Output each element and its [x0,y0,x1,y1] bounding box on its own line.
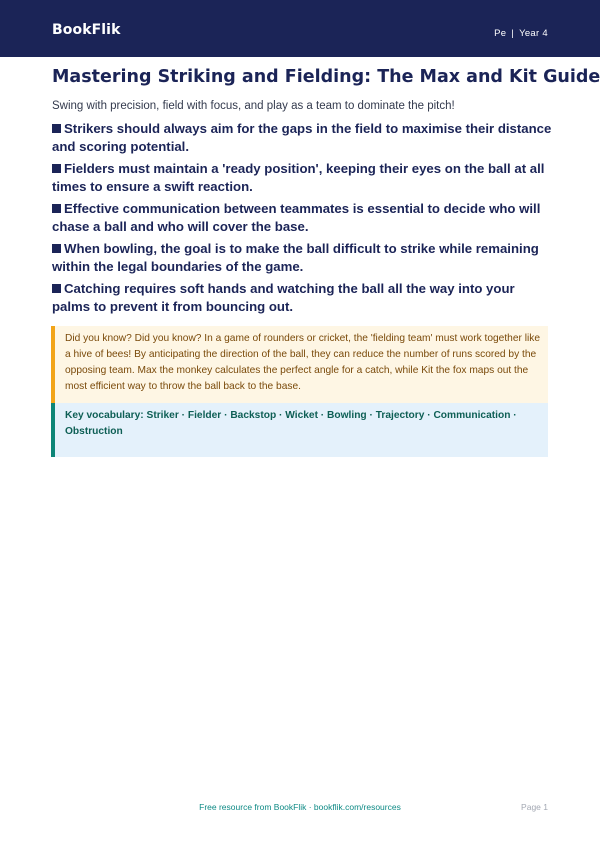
key-point [52,280,552,316]
meta-separator: | [511,28,515,39]
vocabulary-text: Key vocabulary: Striker · Fielder · Backstop · Wicket · Bowling · Trajectory · Communication · Obstruction [65,410,517,437]
did-you-know-text: Did you know? Did you know? In a game of rounders or cricket, the 'fielding team' must work together like a hive of bees! By anticipating the direction of the ball, they can reduce the number of runs scored by the opposing team. Max the monkey calculates the perfect angle for a catch, while Kit the fox maps out the most efficient way to throw the ball back to the base. [65,333,541,392]
page-title: Mastering Striking and Fielding: The Max and Kit Guide [52,67,600,87]
year-label: Year 4 [519,28,548,39]
vocabulary-box [55,403,548,457]
footer-resource-link[interactable]: Free resource from BookFlik · bookflik.com/resources [199,802,401,812]
key-points-list [52,120,552,320]
page-subtitle: Swing with precision, field with focus, and play as a team to dominate the pitch! [52,100,455,112]
key-point-text: Catching requires soft hands and watching the ball all the way into your palms to prevent it from bouncing out. [52,281,515,314]
subject-label: Pe [494,28,507,39]
page-number: Page 1 [521,802,548,812]
header-bar [0,0,600,57]
did-you-know-box [51,326,548,403]
header-meta [494,28,548,39]
bullet-square-icon [52,164,61,173]
key-point-text: Effective communication between teammates is essential to decide who will chase a ball and who will cover the base. [52,201,541,234]
key-point [52,160,552,196]
brand-logo[interactable]: BookFlik [52,22,121,38]
bullet-square-icon [52,284,61,293]
key-point [52,240,552,276]
key-point-text: When bowling, the goal is to make the ball difficult to strike while remaining within the legal boundaries of the game. [52,241,539,274]
bullet-square-icon [52,244,61,253]
key-point-text: Fielders must maintain a 'ready position', keeping their eyes on the ball at all times to ensure a swift reaction. [52,161,545,194]
key-point [52,120,552,156]
bullet-square-icon [52,124,61,133]
key-point [52,200,552,236]
bullet-square-icon [52,204,61,213]
key-point-text: Strikers should always aim for the gaps in the field to maximise their distance and scoring potential. [52,121,552,154]
